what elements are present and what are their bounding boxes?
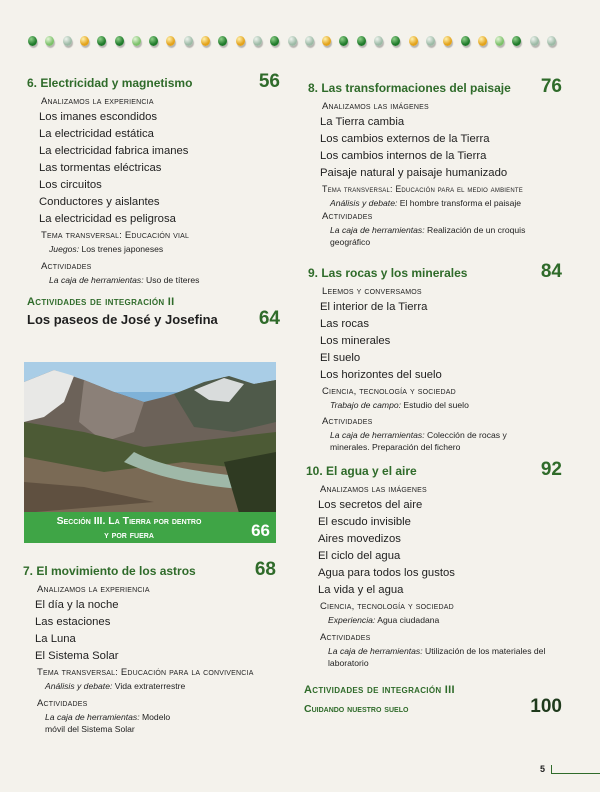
subsection-label: Analizamos la experiencia [37, 584, 150, 595]
activities-detail [306, 645, 560, 669]
integration-label: Actividades de integración III [304, 684, 455, 696]
chapter-page: 92 [540, 459, 562, 480]
dot-icon [149, 36, 158, 46]
activities-label: Actividades [320, 632, 371, 643]
chapter-heading[interactable] [308, 77, 562, 97]
chapter-8 [308, 77, 562, 248]
toc-item: La Luna [35, 633, 76, 645]
detail-text: Estudio del suelo [401, 400, 469, 410]
detail-label: Juegos: [49, 244, 80, 254]
detail-label: Análisis y debate: [45, 681, 113, 691]
chapter-title: 9. Las rocas y los minerales [308, 266, 468, 280]
dot-icon [270, 36, 279, 46]
detail-text: Los trenes japoneses [79, 244, 164, 254]
dot-icon [530, 36, 539, 46]
detail-label: La caja de herramientas: [45, 712, 140, 722]
chapter-9 [308, 262, 562, 453]
chapter-title: 6. Electricidad y magnetismo [27, 76, 193, 90]
transversal-label: Tema transversal: Educación vial [41, 230, 190, 241]
dot-icon [132, 36, 141, 46]
toc-item: La electricidad fabrica imanes [39, 145, 189, 157]
chapter-page: 68 [254, 559, 276, 580]
subsection-label: Analizamos las imágenes [322, 101, 429, 112]
toc-item: Agua para todos los gustos [318, 567, 455, 579]
dot-icon [409, 36, 418, 46]
dot-icon [184, 36, 193, 46]
dot-icon [374, 36, 383, 46]
chapter-page: 56 [258, 71, 280, 92]
detail-label: La caja de herramientas: [49, 275, 144, 285]
integration-title: Cuidando nuestro suelo [304, 703, 409, 715]
toc-item: La electricidad estática [39, 128, 154, 140]
activities-label: Actividades [322, 416, 373, 427]
integration-2 [27, 295, 280, 329]
dot-icon [28, 36, 37, 46]
chapter-10 [306, 460, 562, 669]
activities-label: Actividades [41, 261, 92, 272]
dot-icon [201, 36, 210, 46]
page-rule [551, 773, 600, 774]
integration-heading[interactable] [304, 697, 562, 717]
detail-label: Trabajo de campo: [330, 400, 402, 410]
toc-item: Los horizontes del suelo [320, 369, 442, 381]
integration-title: Los paseos de José y Josefina [27, 312, 218, 327]
toc-item: Los circuitos [39, 179, 102, 191]
dot-icon [339, 36, 348, 46]
toc-item: Las estaciones [35, 616, 111, 628]
dot-icon [236, 36, 245, 46]
subsection-label: Analizamos las imágenes [320, 484, 427, 495]
activities-detail [23, 711, 175, 735]
activities-label: Actividades [37, 698, 88, 709]
chapter-title: 8. Las transformaciones del paisaje [308, 81, 511, 95]
detail-text: Colección de rocas y minerales. Preparación del fichero [330, 430, 507, 452]
transversal-label: Tema transversal: Educación para el medio ambiente [322, 184, 523, 194]
chapter-heading[interactable] [306, 460, 562, 480]
cts-label: Ciencia, tecnología y sociedad [322, 386, 456, 397]
chapter-heading[interactable] [27, 72, 280, 92]
toc-item: Las rocas [320, 318, 369, 330]
toc-item: Los imanes escondidos [39, 111, 158, 123]
cts-detail [306, 614, 562, 626]
toc-item: El día y la noche [35, 599, 119, 611]
chapter-title: 10. El agua y el aire [306, 464, 417, 478]
dot-icon [253, 36, 262, 46]
activities-detail [27, 274, 280, 286]
dot-icon [97, 36, 106, 46]
dot-icon [547, 36, 556, 46]
toc-item: Paisaje natural y paisaje humanizado [320, 167, 508, 179]
toc-item: Los cambios externos de la Tierra [320, 133, 490, 145]
dot-icon [443, 36, 452, 46]
transversal-detail [308, 197, 562, 209]
transversal-detail [23, 680, 276, 692]
toc-item: Los cambios internos de la Tierra [320, 150, 487, 162]
section-3-banner[interactable] [24, 512, 276, 543]
detail-text: Realización de un croquis geográfico [330, 225, 526, 247]
dot-icon [115, 36, 124, 46]
toc-item: La Tierra cambia [320, 116, 405, 128]
toc-item: El ciclo del agua [318, 550, 401, 562]
toc-item: Las tormentas eléctricas [39, 162, 162, 174]
toc-item: La electricidad es peligrosa [39, 213, 176, 225]
toc-item: El Sistema Solar [35, 650, 119, 662]
activities-detail [308, 224, 530, 248]
subsection-label: Leemos y conversamos [322, 286, 422, 297]
cts-detail [308, 399, 562, 411]
dot-icon [478, 36, 487, 46]
toc-item: El interior de la Tierra [320, 301, 428, 313]
dot-icon [391, 36, 400, 46]
activities-detail [308, 429, 530, 453]
detail-text: Vida extraterrestre [112, 681, 186, 691]
toc-item: Los secretos del aire [318, 499, 423, 511]
chapter-page: 84 [540, 261, 562, 282]
toc-item: El escudo invisible [318, 516, 411, 528]
section-title-line1: Sección III. La Tierra por dentro [56, 515, 202, 527]
dot-icon [166, 36, 175, 46]
cts-label: Ciencia, tecnología y sociedad [320, 601, 454, 612]
toc-item: La vida y el agua [318, 584, 404, 596]
mountain-landscape-photo [24, 362, 276, 513]
dot-icon [63, 36, 72, 46]
detail-label: Experiencia: [328, 615, 376, 625]
detail-text: Utilización de los materiales del laboratorio [328, 646, 546, 668]
dot-icon [288, 36, 297, 46]
toc-item: El suelo [320, 352, 361, 364]
dot-icon [495, 36, 504, 46]
integration-3 [304, 683, 562, 717]
dot-icon [305, 36, 314, 46]
dot-icon [426, 36, 435, 46]
chapter-heading[interactable] [308, 262, 562, 282]
dot-icon [218, 36, 227, 46]
detail-label: Análisis y debate: [330, 198, 398, 208]
transversal-label: Tema transversal: Educación para la convivencia [37, 667, 254, 678]
integration-page: 100 [530, 696, 562, 717]
dot-icon [80, 36, 89, 46]
detail-text: Agua ciudadana [375, 615, 440, 625]
toc-item: Conductores y aislantes [39, 196, 160, 208]
transversal-detail [27, 243, 280, 255]
dot-icon [357, 36, 366, 46]
decorative-dots [28, 36, 568, 50]
integration-label: Actividades de integración II [27, 296, 175, 308]
subsection-label: Analizamos la experiencia [41, 96, 154, 107]
dot-icon [322, 36, 331, 46]
detail-label: La caja de herramientas: [330, 225, 425, 235]
chapter-title: 7. El movimiento de los astros [23, 564, 196, 578]
chapter-page: 76 [540, 76, 562, 97]
page-number: 5 [540, 764, 546, 774]
activities-label: Actividades [322, 211, 373, 222]
section-title-line2: y por fuera [104, 529, 154, 541]
toc-item: Los minerales [320, 335, 391, 347]
detail-text: Uso de títeres [143, 275, 200, 285]
chapter-heading[interactable] [23, 560, 276, 580]
detail-text: Modelo móvil del Sistema Solar [45, 712, 171, 734]
chapter-6 [27, 72, 280, 286]
detail-label: La caja de herramientas: [330, 430, 425, 440]
section-page: 66 [251, 521, 270, 540]
dot-icon [461, 36, 470, 46]
toc-item: Aires movedizos [318, 533, 401, 545]
detail-label: La caja de herramientas: [328, 646, 423, 656]
dot-icon [45, 36, 54, 46]
dot-icon [512, 36, 521, 46]
integration-page: 64 [258, 308, 280, 329]
integration-heading[interactable] [27, 309, 280, 329]
chapter-7 [23, 560, 276, 735]
detail-text: El hombre transforma el paisaje [397, 198, 522, 208]
